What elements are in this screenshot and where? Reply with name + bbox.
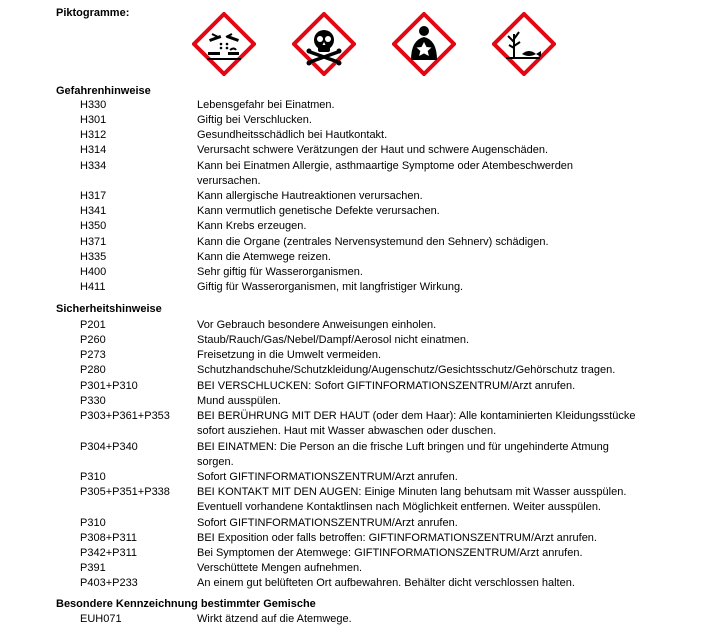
statement-code: P280 [80,364,106,376]
statement-text-continued: Eventuell vorhandene Kontaktlinsen nach Möglichkeit entfernen. Weiter ausspülen. [197,501,601,514]
statement-text: Sofort GIFTINFORMATIONSZENTRUM/Arzt anrufen. [197,517,458,529]
pictogram-row [190,12,550,76]
statement-text-continued: verursachen. [197,175,261,188]
statement-code: P310 [80,471,106,483]
statement-text: Sehr giftig für Wasserorganismen. [197,266,363,278]
statement-text: Lebensgefahr bei Einatmen. [197,99,335,111]
statement-code: P301+P310 [80,380,138,392]
statement-code: H314 [80,144,107,156]
statement-text: Kann Krebs erzeugen. [197,220,307,232]
statement-text: Verursacht schwere Verätzungen der Haut und schwere Augenschäden. [197,144,549,156]
statement-text: Kann vermutlich genetische Defekte verursachen. [197,205,440,217]
statement-text: BEI VERSCHLUCKEN: Sofort GIFTINFORMATIONSZENTRUM/Arzt anrufen. [197,380,576,392]
statement-text: Sofort GIFTINFORMATIONSZENTRUM/Arzt anrufen. [197,471,458,483]
statement-code: P342+P311 [80,547,137,559]
corrosion-icon [192,12,256,76]
statement-text: Kann allergische Hautreaktionen verursachen. [197,190,423,202]
statement-code: H312 [80,129,107,141]
statement-code: P308+P311 [80,532,137,544]
statement-code: H400 [80,266,107,278]
statement-code: H411 [80,281,106,293]
statement-text: Freisetzung in die Umwelt vermeiden. [197,349,382,361]
skull-crossbones-icon [292,12,356,76]
statement-text: BEI KONTAKT MIT DEN AUGEN: Einige Minuten lang behutsam mit Wasser ausspülen. [197,486,627,498]
statement-code: H334 [80,160,107,172]
statement-code: H371 [80,236,107,248]
statement-text: Kann bei Einatmen Allergie, asthmaartige Symptome oder Atembeschwerden [197,160,574,172]
statement-text: Bei Symptomen der Atemwege: GIFTINFORMATIONSZENTRUM/Arzt anrufen. [197,547,583,559]
statement-code: P303+P361+P353 [80,410,170,422]
statement-text: Verschüttete Mengen aufnehmen. [197,562,363,574]
statement-code: EUH071 [80,613,122,625]
statement-text-continued: sofort ausziehen. Haut mit Wasser abwaschen oder duschen. [197,425,497,438]
statement-code: P273 [80,349,106,361]
statement-text: Kann die Organe (zentrales Nervensystemund den Sehnerv) schädigen. [197,236,549,248]
statement-code: H335 [80,251,107,263]
statement-code: H317 [80,190,107,202]
statement-text: Giftig bei Verschlucken. [197,114,312,126]
statement-text: Giftig für Wasserorganismen, mit langfristiger Wirkung. [197,281,464,293]
environment-icon [492,12,556,76]
statement-text: An einem gut belüfteten Ort aufbewahren. Behälter dicht verschlossen halten. [197,577,575,589]
statement-code: H350 [80,220,107,232]
statement-text: Kann die Atemwege reizen. [197,251,331,263]
pictograms-heading: Piktogramme: [56,7,130,19]
statement-text: Staub/Rauch/Gas/Nebel/Dampf/Aerosol nicht einatmen. [197,334,470,346]
statement-text-continued: sorgen. [197,456,234,469]
health-hazard-icon [392,12,456,76]
statement-text: BEI Exposition oder falls betroffen: GIFTINFORMATIONSZENTRUM/Arzt anrufen. [197,532,597,544]
statement-code: P330 [80,395,106,407]
precautionary-statements-heading: Sicherheitshinweise [56,303,162,315]
statement-code: P391 [80,562,106,574]
statement-text: BEI EINATMEN: Die Person an die frische Luft bringen und für ungehinderte Atmung [197,441,609,453]
hazard-statements-heading: Gefahrenhinweise [56,85,151,97]
statement-text: BEI BERÜHRUNG MIT DER HAUT (oder dem Haar): Alle kontaminierten Kleidungsstücke [197,410,636,422]
statement-code: H301 [80,114,107,126]
statement-code: P403+P233 [80,577,138,589]
statement-code: P260 [80,334,106,346]
statement-code: P201 [80,319,106,331]
statement-text: Wirkt ätzend auf die Atemwege. [197,613,352,625]
statement-text: Mund ausspülen. [197,395,281,407]
statement-code: H330 [80,99,107,111]
special-labelling-heading: Besondere Kennzeichnung bestimmter Gemische [56,598,316,610]
statement-code: H341 [80,205,107,217]
statement-code: P305+P351+P338 [80,486,170,498]
statement-code: P304+P340 [80,441,138,453]
statement-text: Vor Gebrauch besondere Anweisungen einholen. [197,319,437,331]
statement-text: Schutzhandschuhe/Schutzkleidung/Augenschutz/Gesichtsschutz/Gehörschutz tragen. [197,364,616,376]
statement-text: Gesundheitsschädlich bei Hautkontakt. [197,129,388,141]
statement-code: P310 [80,517,106,529]
